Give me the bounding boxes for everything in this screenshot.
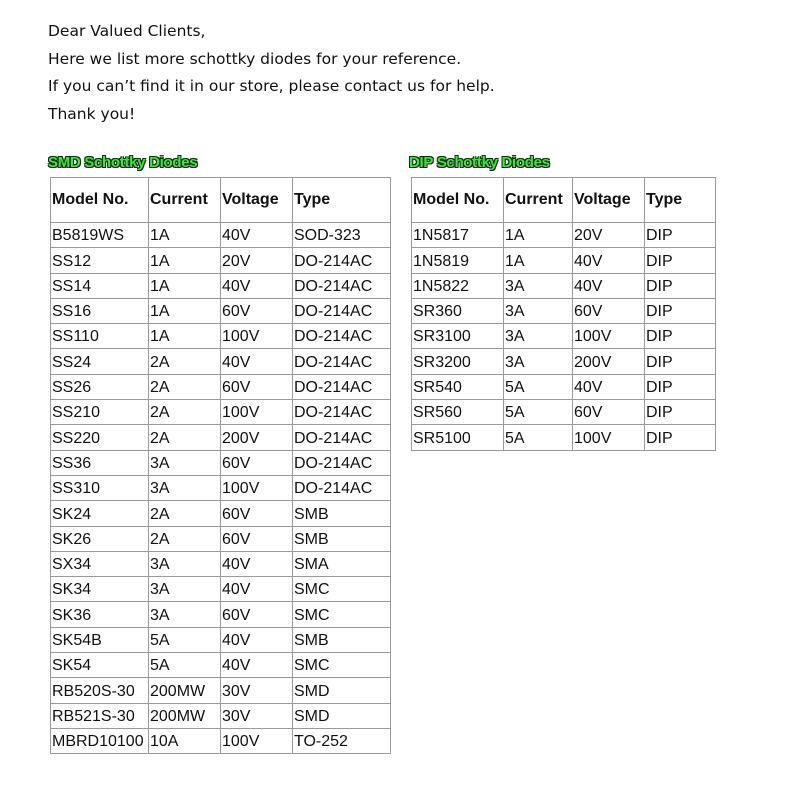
model-cell: SS36 — [51, 450, 149, 475]
type-cell: SMC — [293, 577, 391, 602]
voltage-cell: 40V — [573, 374, 645, 399]
table-row — [412, 324, 716, 349]
type-cell: DO-214AC — [293, 400, 391, 425]
current-cell: 5A — [504, 400, 573, 425]
model-cell: SR540 — [412, 374, 504, 399]
intro-letter — [48, 18, 495, 128]
voltage-cell: 60V — [221, 374, 293, 399]
type-cell: DO-214AC — [293, 475, 391, 500]
table-header-row — [412, 178, 716, 223]
voltage-cell: 200V — [221, 425, 293, 450]
current-cell: 1A — [149, 324, 221, 349]
type-cell: SOD-323 — [293, 223, 391, 248]
table-row — [412, 223, 716, 248]
current-cell: 1A — [504, 223, 573, 248]
table-row — [51, 728, 391, 753]
table-row — [51, 374, 391, 399]
table-row — [51, 577, 391, 602]
current-cell: 3A — [149, 551, 221, 576]
model-cell: SK24 — [51, 501, 149, 526]
table-row — [412, 298, 716, 323]
current-cell: 1A — [149, 298, 221, 323]
greeting-line: Dear Valued Clients, — [48, 22, 206, 40]
type-cell: DIP — [645, 248, 716, 273]
voltage-cell: 20V — [573, 223, 645, 248]
table-row — [51, 324, 391, 349]
column-header: Type — [645, 178, 716, 223]
table-row — [51, 425, 391, 450]
table-row — [51, 475, 391, 500]
type-cell: DO-214AC — [293, 273, 391, 298]
voltage-cell: 100V — [221, 728, 293, 753]
type-cell: SMD — [293, 678, 391, 703]
model-cell: SS220 — [51, 425, 149, 450]
table-row — [51, 450, 391, 475]
table-header-row — [51, 178, 391, 223]
voltage-cell: 20V — [221, 248, 293, 273]
table-row — [412, 400, 716, 425]
table-row — [51, 400, 391, 425]
type-cell: DIP — [645, 400, 716, 425]
table-row — [51, 273, 391, 298]
model-cell: SS310 — [51, 475, 149, 500]
model-cell: 1N5819 — [412, 248, 504, 273]
voltage-cell: 40V — [221, 551, 293, 576]
voltage-cell: 60V — [221, 602, 293, 627]
table-row — [412, 374, 716, 399]
voltage-cell: 40V — [221, 577, 293, 602]
voltage-cell: 30V — [221, 703, 293, 728]
voltage-cell: 40V — [573, 273, 645, 298]
dip-section-title: DIP Schottky Diodes — [409, 154, 550, 171]
current-cell: 200MW — [149, 678, 221, 703]
column-header: Type — [293, 178, 391, 223]
voltage-cell: 40V — [221, 349, 293, 374]
current-cell: 1A — [149, 273, 221, 298]
table-row — [412, 248, 716, 273]
table-row — [51, 602, 391, 627]
type-cell: DO-214AC — [293, 450, 391, 475]
current-cell: 5A — [149, 627, 221, 652]
model-cell: SK26 — [51, 526, 149, 551]
model-cell: MBRD10100 — [51, 728, 149, 753]
column-header: Current — [149, 178, 221, 223]
voltage-cell: 60V — [221, 450, 293, 475]
current-cell: 5A — [504, 425, 573, 450]
current-cell: 2A — [149, 501, 221, 526]
type-cell: SMA — [293, 551, 391, 576]
type-cell: SMB — [293, 627, 391, 652]
voltage-cell: 200V — [573, 349, 645, 374]
current-cell: 5A — [149, 653, 221, 678]
type-cell: DIP — [645, 273, 716, 298]
type-cell: DIP — [645, 324, 716, 349]
current-cell: 3A — [149, 602, 221, 627]
current-cell: 2A — [149, 425, 221, 450]
model-cell: SK34 — [51, 577, 149, 602]
table-row — [412, 273, 716, 298]
current-cell: 3A — [149, 475, 221, 500]
column-header: Model No. — [412, 178, 504, 223]
model-cell: RB520S-30 — [51, 678, 149, 703]
model-cell: SS16 — [51, 298, 149, 323]
model-cell: SS110 — [51, 324, 149, 349]
smd-diode-table — [50, 177, 391, 754]
current-cell: 5A — [504, 374, 573, 399]
thanks-line: Thank you! — [48, 104, 136, 123]
current-cell: 1A — [149, 248, 221, 273]
model-cell: SS210 — [51, 400, 149, 425]
table-row — [51, 223, 391, 248]
voltage-cell: 100V — [573, 425, 645, 450]
table-row — [412, 425, 716, 450]
voltage-cell: 100V — [221, 324, 293, 349]
voltage-cell: 60V — [221, 501, 293, 526]
voltage-cell: 40V — [221, 223, 293, 248]
model-cell: SS12 — [51, 248, 149, 273]
model-cell: SS24 — [51, 349, 149, 374]
column-header: Current — [504, 178, 573, 223]
type-cell: SMC — [293, 653, 391, 678]
model-cell: SK36 — [51, 602, 149, 627]
current-cell: 3A — [504, 298, 573, 323]
type-cell: DIP — [645, 298, 716, 323]
type-cell: DIP — [645, 223, 716, 248]
column-header: Model No. — [51, 178, 149, 223]
type-cell: DIP — [645, 425, 716, 450]
current-cell: 2A — [149, 526, 221, 551]
contact-line: If you can’t find it in our store, please contact us for help. — [48, 77, 495, 95]
voltage-cell: 30V — [221, 678, 293, 703]
voltage-cell: 60V — [221, 298, 293, 323]
current-cell: 3A — [504, 349, 573, 374]
model-cell: 1N5822 — [412, 273, 504, 298]
current-cell: 200MW — [149, 703, 221, 728]
current-cell: 3A — [504, 324, 573, 349]
column-header: Voltage — [221, 178, 293, 223]
voltage-cell: 100V — [221, 400, 293, 425]
model-cell: SR3100 — [412, 324, 504, 349]
voltage-cell: 40V — [573, 248, 645, 273]
column-header: Voltage — [573, 178, 645, 223]
voltage-cell: 40V — [221, 627, 293, 652]
type-cell: DIP — [645, 374, 716, 399]
voltage-cell: 40V — [221, 273, 293, 298]
current-cell: 3A — [504, 273, 573, 298]
model-cell: SS26 — [51, 374, 149, 399]
model-cell: 1N5817 — [412, 223, 504, 248]
model-cell: SR5100 — [412, 425, 504, 450]
type-cell: DO-214AC — [293, 324, 391, 349]
table-row — [51, 627, 391, 652]
voltage-cell: 100V — [221, 475, 293, 500]
model-cell: SS14 — [51, 273, 149, 298]
type-cell: SMB — [293, 526, 391, 551]
table-row — [51, 678, 391, 703]
smd-section-title: SMD Schottky Diodes — [48, 154, 198, 171]
current-cell: 2A — [149, 349, 221, 374]
table-row — [51, 551, 391, 576]
model-cell: SX34 — [51, 551, 149, 576]
voltage-cell: 100V — [573, 324, 645, 349]
type-cell: SMC — [293, 602, 391, 627]
type-cell: TO-252 — [293, 728, 391, 753]
table-row — [412, 349, 716, 374]
type-cell: DO-214AC — [293, 248, 391, 273]
table-row — [51, 501, 391, 526]
dip-diode-table — [411, 177, 716, 451]
type-cell: DO-214AC — [293, 298, 391, 323]
voltage-cell: 60V — [573, 298, 645, 323]
table-row — [51, 526, 391, 551]
table-row — [51, 653, 391, 678]
current-cell: 10A — [149, 728, 221, 753]
model-cell: RB521S-30 — [51, 703, 149, 728]
model-cell: SR3200 — [412, 349, 504, 374]
model-cell: SR360 — [412, 298, 504, 323]
type-cell: SMB — [293, 501, 391, 526]
table-row — [51, 703, 391, 728]
table-row — [51, 298, 391, 323]
current-cell: 2A — [149, 374, 221, 399]
current-cell: 1A — [504, 248, 573, 273]
current-cell: 3A — [149, 450, 221, 475]
table-row — [51, 248, 391, 273]
type-cell: DO-214AC — [293, 425, 391, 450]
voltage-cell: 40V — [221, 653, 293, 678]
type-cell: DO-214AC — [293, 374, 391, 399]
model-cell: B5819WS — [51, 223, 149, 248]
current-cell: 2A — [149, 400, 221, 425]
current-cell: 1A — [149, 223, 221, 248]
type-cell: SMD — [293, 703, 391, 728]
current-cell: 3A — [149, 577, 221, 602]
type-cell: DIP — [645, 349, 716, 374]
intro-line: Here we list more schottky diodes for your reference. — [48, 49, 462, 68]
voltage-cell: 60V — [573, 400, 645, 425]
model-cell: SR560 — [412, 400, 504, 425]
voltage-cell: 60V — [221, 526, 293, 551]
type-cell: DO-214AC — [293, 349, 391, 374]
table-row — [51, 349, 391, 374]
model-cell: SK54 — [51, 653, 149, 678]
model-cell: SK54B — [51, 627, 149, 652]
